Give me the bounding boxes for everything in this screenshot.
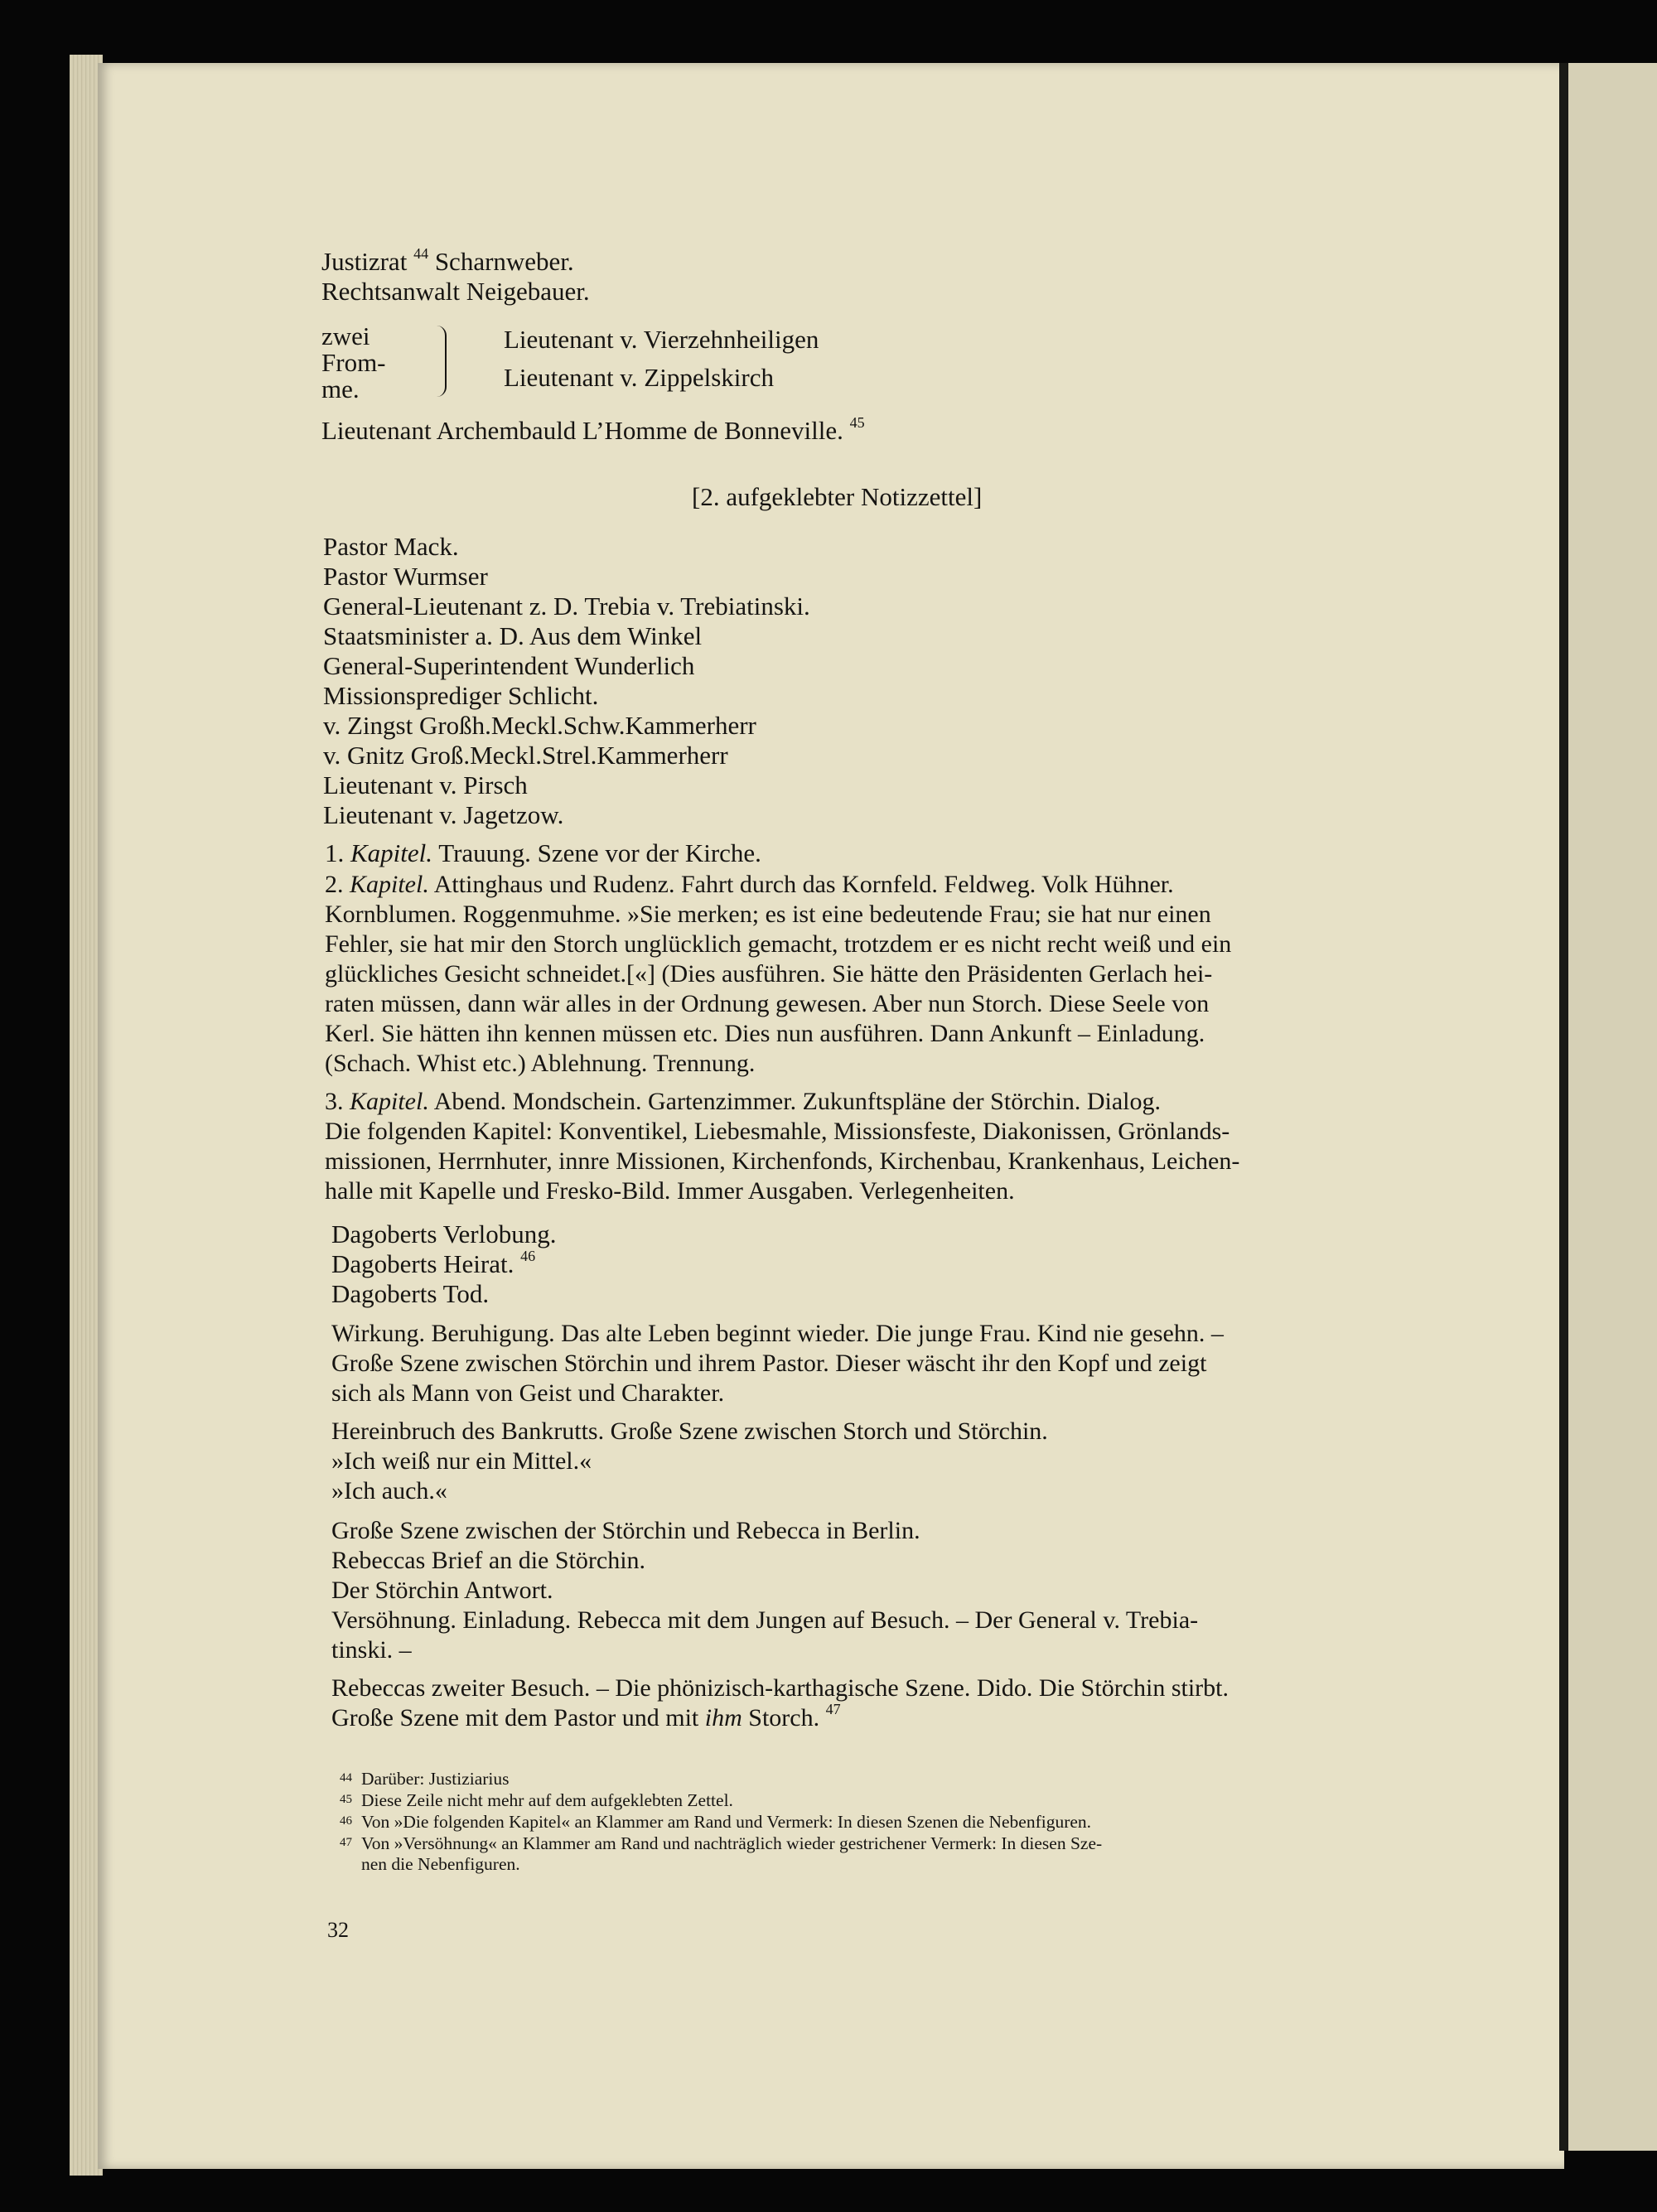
chapter-1: 1. Kapitel. Trauung. Szene vor der Kirche.: [325, 838, 761, 867]
footnote: 46 Von »Die folgenden Kapitel« an Klammer am Rand und Vermerk: In diesen Szenen die Nebenfiguren.: [340, 1812, 1092, 1832]
text-line: Die folgenden Kapitel: Konventikel, Liebesmahle, Missionsfeste, Diakonissen, Grönlands-: [325, 1118, 1230, 1145]
text-line: (Schach. Whist etc.) Ablehnung. Trennung.: [325, 1050, 756, 1077]
text-line: Kerl. Sie hätten ihn kennen müssen etc. Dies nun ausführen. Dann Ankunft – Einladung.: [325, 1020, 1205, 1047]
chapter-2: 2. Kapitel. Attinghaus und Rudenz. Fahrt durch das Kornfeld. Feldweg. Volk Hühner.: [325, 871, 1174, 898]
text-line: »Ich weiß nur ein Mittel.«: [331, 1447, 592, 1475]
cast-line: v. Zingst Großh.Meckl.Schw.Kammerherr: [323, 711, 756, 740]
footnote-ref: 47: [825, 1701, 841, 1717]
cast-line: Justizrat $^{44}$ Scharnweber.: [321, 245, 574, 276]
footnote: 44 Darüber: Justiziarius: [340, 1769, 510, 1789]
text-line: Kornblumen. Roggenmuhme. »Sie merken; es ist eine bedeutende Frau; sie hat nur einen: [325, 901, 1211, 928]
group-label: From-: [321, 348, 386, 377]
insert-heading: [2. aufgeklebter Notizzettel]: [692, 482, 983, 511]
footnote: nen die Nebenfiguren.: [361, 1854, 520, 1874]
footnote-ref: 46: [520, 1248, 536, 1264]
group-label: me.: [321, 374, 360, 403]
text-line: Rebeccas Brief an die Störchin.: [331, 1547, 646, 1574]
text-line: Versöhnung. Einladung. Rebecca mit dem Jungen auf Besuch. – Der General v. Trebia-: [331, 1606, 1199, 1634]
text-line: Rebeccas zweiter Besuch. – Die phönizisch-karthagische Szene. Dido. Die Störchin stirbt.: [331, 1674, 1229, 1702]
cast-line: Pastor Mack.: [323, 532, 459, 561]
text-line: halle mit Kapelle und Fresko-Bild. Immer Ausgaben. Verlegenheiten.: [325, 1177, 1015, 1205]
text-line: missionen, Herrnhuter, innre Missionen, Kirchenfonds, Kirchenbau, Krankenhaus, Leichen-: [325, 1147, 1240, 1175]
cast-line: Lieutenant v. Jagetzow.: [323, 800, 564, 829]
cast-line: General-Superintendent Wunderlich: [323, 651, 695, 680]
facing-page-edge: [1568, 63, 1657, 2151]
cast-line: Lieutenant v. Pirsch: [323, 770, 528, 799]
dagobert-line: Dagoberts Verlobung.: [331, 1219, 557, 1248]
group-member: Lieutenant v. Vierzehnheiligen: [504, 325, 819, 354]
group-member: Lieutenant v. Zippelskirch: [504, 363, 774, 392]
cast-line: General-Lieutenant z. D. Trebia v. Trebiatinski.: [323, 592, 810, 621]
dagobert-line: Dagoberts Heirat. $^{46}$: [331, 1248, 536, 1278]
curly-bracket: [437, 326, 447, 397]
text-line: Große Szene zwischen Störchin und ihrem Pastor. Dieser wäscht ihr den Kopf und zeigt: [331, 1350, 1207, 1377]
text-line: Wirkung. Beruhigung. Das alte Leben beginnt wieder. Die junge Frau. Kind nie gesehn. –: [331, 1320, 1224, 1347]
cast-line: Pastor Wurmser: [323, 562, 488, 591]
text-line: Hereinbruch des Bankrutts. Große Szene zwischen Storch und Störchin.: [331, 1418, 1048, 1445]
text-line: Große Szene mit dem Pastor und mit ihm Storch. $^{47}$: [331, 1701, 841, 1731]
footnote: 47 Von »Versöhnung« an Klammer am Rand und nachträglich wieder gestrichener Vermerk: In diesen Sze-: [340, 1833, 1103, 1853]
cast-line: Missionsprediger Schlicht.: [323, 681, 599, 710]
text-line: Große Szene zwischen der Störchin und Rebecca in Berlin.: [331, 1517, 920, 1544]
text-line: Der Störchin Antwort.: [331, 1577, 553, 1604]
text-line: raten müssen, dann wär alles in der Ordnung gewesen. Aber nun Storch. Diese Seele von: [325, 990, 1210, 1017]
cast-line: Lieutenant Archembauld L’Homme de Bonneville. $^{45}$: [321, 414, 865, 445]
chapter-3: 3. Kapitel. Abend. Mondschein. Gartenzimmer. Zukunftspläne der Störchin. Dialog.: [325, 1088, 1161, 1115]
footnote-ref: 45: [849, 414, 865, 431]
page-number: 32: [327, 1918, 349, 1942]
text-line: glückliches Gesicht schneidet.[«] (Dies ausführen. Sie hätte den Präsidenten Gerlach hei-: [325, 960, 1213, 988]
text-line: »Ich auch.«: [331, 1477, 447, 1504]
footnote-ref: 44: [413, 245, 429, 262]
footnote: 45 Diese Zeile nicht mehr auf dem aufgeklebten Zettel.: [340, 1790, 733, 1810]
group-label: zwei: [321, 321, 370, 350]
cast-line: v. Gnitz Groß.Meckl.Strel.Kammerherr: [323, 741, 728, 770]
cast-line: Rechtsanwalt Neigebauer.: [321, 277, 590, 306]
dagobert-line: Dagoberts Tod.: [331, 1279, 490, 1308]
cast-line: Staatsminister a. D. Aus dem Winkel: [323, 621, 703, 650]
text-line: Fehler, sie hat mir den Storch unglücklich gemacht, trotzdem er es nicht recht weiß und ein: [325, 930, 1232, 958]
text-line: sich als Mann von Geist und Charakter.: [331, 1379, 725, 1407]
text-line: tinski. –: [331, 1636, 412, 1664]
